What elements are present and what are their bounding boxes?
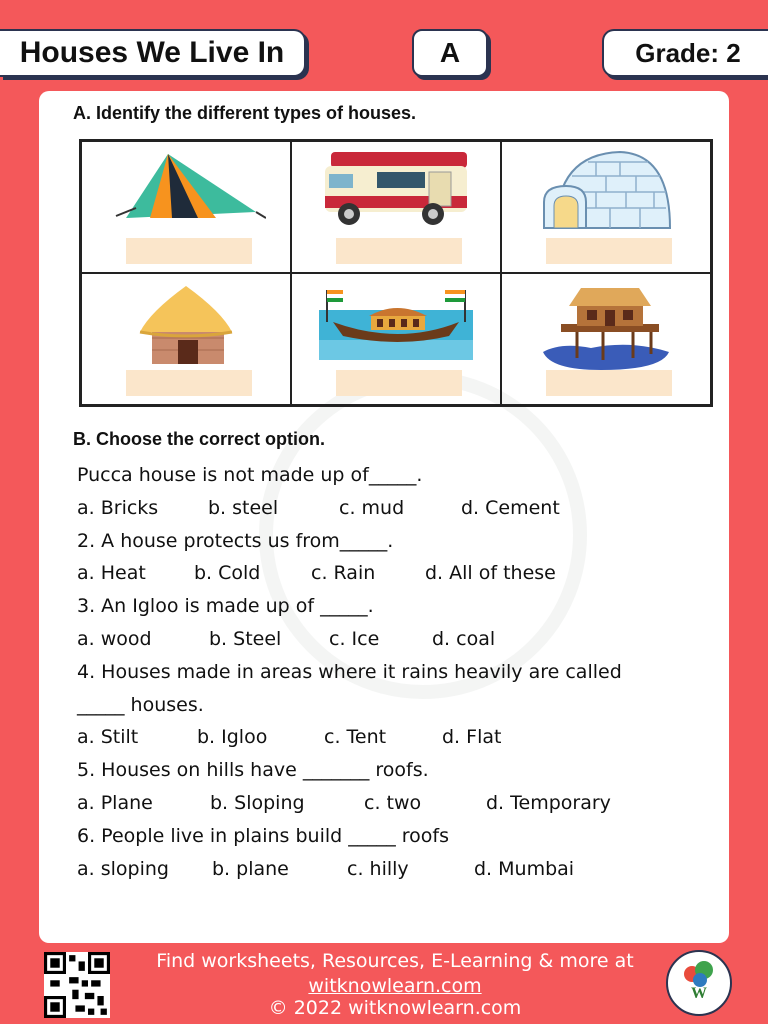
answer-box[interactable] (546, 238, 672, 264)
footer-promo-text: Find worksheets, Resources, E-Learning & more at (156, 950, 634, 972)
option-b[interactable]: b. plane (212, 857, 289, 880)
option-d[interactable]: d. Flat (442, 726, 502, 749)
witknowlearn-logo (666, 950, 732, 1016)
section-a-heading: A. Identify the different types of houses. (73, 103, 417, 123)
question-1-options (77, 492, 717, 525)
picture-cell-tent (81, 141, 291, 273)
grade-badge (602, 29, 768, 77)
option-b[interactable]: b. Igloo (197, 726, 268, 749)
option-d[interactable]: d. Temporary (486, 791, 611, 814)
question-6: 6. People live in plains build _____ roofs (77, 824, 449, 847)
option-b[interactable]: b. Steel (209, 627, 282, 650)
set-text: A (439, 37, 461, 68)
option-c[interactable]: c. hilly (347, 857, 409, 880)
footer-link[interactable]: witknowlearn.com (308, 975, 482, 997)
option-c[interactable]: c. mud (339, 496, 405, 519)
option-c[interactable]: c. Tent (324, 726, 387, 749)
option-d[interactable]: d. Cement (461, 496, 560, 519)
option-d[interactable]: d. coal (432, 627, 496, 650)
picture-cell-hut (81, 273, 291, 405)
set-badge (412, 29, 488, 77)
tree-logo-icon (668, 952, 730, 1014)
option-b[interactable]: b. Sloping (210, 791, 305, 814)
worksheet-title (0, 29, 306, 77)
answer-box[interactable] (126, 370, 252, 396)
option-a[interactable]: a. Stilt (77, 726, 139, 749)
section-b-heading: B. Choose the correct option. (73, 429, 326, 449)
question-5: 5. Houses on hills have _______ roofs. (77, 759, 429, 782)
option-a[interactable]: a. wood (77, 627, 152, 650)
footer-copyright: © 2022 witknowlearn.com (268, 997, 522, 1019)
question-5-options (77, 787, 717, 820)
question-list (77, 459, 717, 885)
option-c[interactable]: c. two (364, 791, 422, 814)
tent-icon (106, 146, 266, 226)
picture-cell-stilt-house (501, 273, 711, 405)
question-6-options (77, 853, 717, 886)
houseboat-icon (319, 288, 473, 360)
option-c[interactable]: c. Ice (329, 627, 380, 650)
option-a[interactable]: a. Plane (77, 791, 153, 814)
picture-cell-houseboat (291, 273, 501, 405)
answer-box[interactable] (546, 370, 672, 396)
answer-box[interactable] (336, 238, 462, 264)
question-1: Pucca house is not made up of_____. (77, 464, 423, 486)
option-a[interactable]: a. Bricks (77, 496, 159, 519)
answer-box[interactable] (126, 238, 252, 264)
option-a[interactable]: a. sloping (77, 857, 169, 880)
question-2-options (77, 557, 717, 590)
worksheet-card (39, 91, 729, 943)
picture-cell-igloo (501, 141, 711, 273)
answer-box[interactable] (336, 370, 462, 396)
caravan-icon (321, 146, 471, 230)
picture-grid (79, 139, 713, 407)
question-3-options (77, 623, 717, 656)
option-c[interactable]: c. Rain (311, 562, 376, 585)
question-4: 4. Houses made in areas where it rains heavily are called (77, 660, 622, 683)
hut-icon (136, 282, 236, 366)
svg-text:W: W (691, 985, 707, 1002)
igloo-icon (536, 146, 676, 232)
question-4-options (77, 721, 717, 754)
qr-code-icon[interactable] (44, 952, 110, 1018)
question-2: 2. A house protects us from_____. (77, 529, 394, 552)
option-d[interactable]: d. Mumbai (474, 857, 575, 880)
option-a[interactable]: a. Heat (77, 562, 146, 585)
title-text: Houses We Live In (19, 36, 285, 69)
grade-text: Grade: 2 (635, 37, 741, 68)
option-b[interactable]: b. Cold (194, 562, 261, 585)
question-4-continued: _____ houses. (77, 693, 204, 716)
picture-cell-caravan (291, 141, 501, 273)
question-3: 3. An Igloo is made up of _____. (77, 595, 374, 618)
option-d[interactable]: d. All of these (425, 562, 556, 585)
option-b[interactable]: b. steel (208, 496, 279, 519)
stilt-house-icon (541, 286, 671, 372)
